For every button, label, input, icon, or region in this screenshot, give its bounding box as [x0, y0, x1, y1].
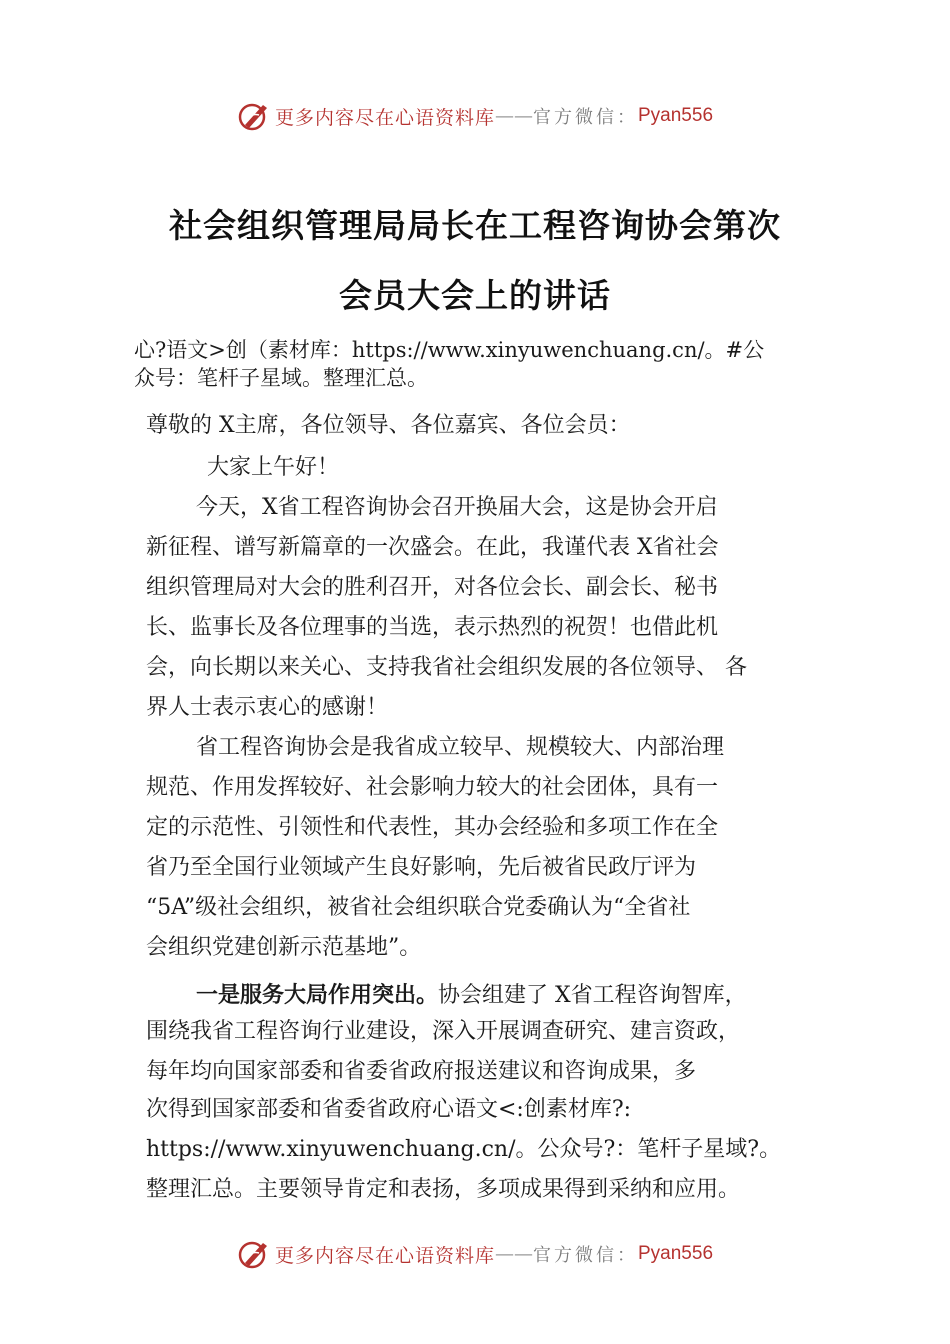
paragraph3-line: https://www.xinyuwenchuang.cn/。公众号?：笔杆子星域?。	[146, 1137, 782, 1162]
source-notice-line1: 心?语文>创（素材库：https://www.xinyuwenchuang.cn/。#公	[134, 338, 765, 362]
greeting: 大家上午好！	[207, 455, 340, 480]
paragraph2-line: 省乃至全国行业领域产生良好影响，先后被省民政厅评为	[146, 855, 697, 880]
salutation: 尊敬的 X主席，各位领导、各位嘉宾、各位会员：	[146, 413, 631, 438]
banner-wechat-label: 官方微信：	[533, 107, 638, 128]
paragraph1-line: 界人士表示衷心的感谢！	[146, 695, 389, 720]
paragraph3-lead-bold: 一是服务大局作用突出。	[196, 983, 439, 1008]
paragraph1-line: 组织管理局对大会的胜利召开，对各位会长、副会长、秘书	[146, 575, 719, 600]
paragraph2-line: 规范、作用发挥较好、社会影响力较大的社会团体，具有一	[146, 775, 719, 800]
paragraph3-line: 每年均向国家部委和省委省政府报送建议和咨询成果，多	[146, 1059, 697, 1084]
pen-logo-icon	[237, 1237, 271, 1271]
paragraph2-line: 会组织党建创新示范基地”。	[146, 935, 422, 960]
paragraph3-line: 次得到国家部委和省委省政府心语文<:创素材库?:	[146, 1097, 632, 1122]
paragraph1-line: 新征程、谱写新篇章的一次盛会。在此，我谨代表 X省社会	[146, 535, 719, 560]
banner-brand: 更多内容尽在心语资料库	[274, 1244, 495, 1267]
document-title-line2: 会员大会上的讲话	[339, 276, 611, 315]
banner-wechat-id: Pyan556	[638, 105, 714, 126]
banner-brand: 更多内容尽在心语资料库	[274, 106, 495, 129]
banner-wechat-id: Pyan556	[638, 1243, 714, 1264]
paragraph2-line: 省工程咨询协会是我省成立较早、规模较大、内部治理	[196, 735, 725, 760]
banner-wechat-label: 官方微信：	[533, 1245, 638, 1266]
paragraph3-lead	[196, 976, 950, 1016]
paragraph1-line: 长、监事长及各位理事的当选，表示热烈的祝贺！也借此机	[146, 615, 719, 640]
header-banner	[0, 96, 950, 136]
paragraph2-line: “5A”级社会组织，被省社会组织联合党委确认为“全省社	[146, 895, 691, 920]
document-title-line1: 社会组织管理局局长在工程咨询协会第次	[169, 206, 781, 245]
paragraph3-lead-rest: 协会组建了 X省工程咨询智库，	[438, 983, 747, 1008]
banner-dash: ——	[495, 105, 533, 127]
source-notice-line2: 众号：笔杆子星域。整理汇总。	[134, 366, 428, 390]
footer-banner	[0, 1234, 950, 1274]
paragraph3-line: 整理汇总。主要领导肯定和表扬，多项成果得到采纳和应用。	[146, 1177, 741, 1202]
paragraph2-line: 定的示范性、引领性和代表性，其办会经验和多项工作在全	[146, 815, 719, 840]
banner-dash: ——	[495, 1243, 533, 1265]
paragraph3-line: 围绕我省工程咨询行业建设，深入开展调查研究、建言资政，	[146, 1019, 741, 1044]
paragraph1-line: 今天，X省工程咨询协会召开换届大会，这是协会开启	[196, 495, 718, 520]
pen-logo-icon	[237, 99, 271, 133]
paragraph1-line: 会，向长期以来关心、支持我省社会组织发展的各位领导、 各	[146, 655, 747, 680]
